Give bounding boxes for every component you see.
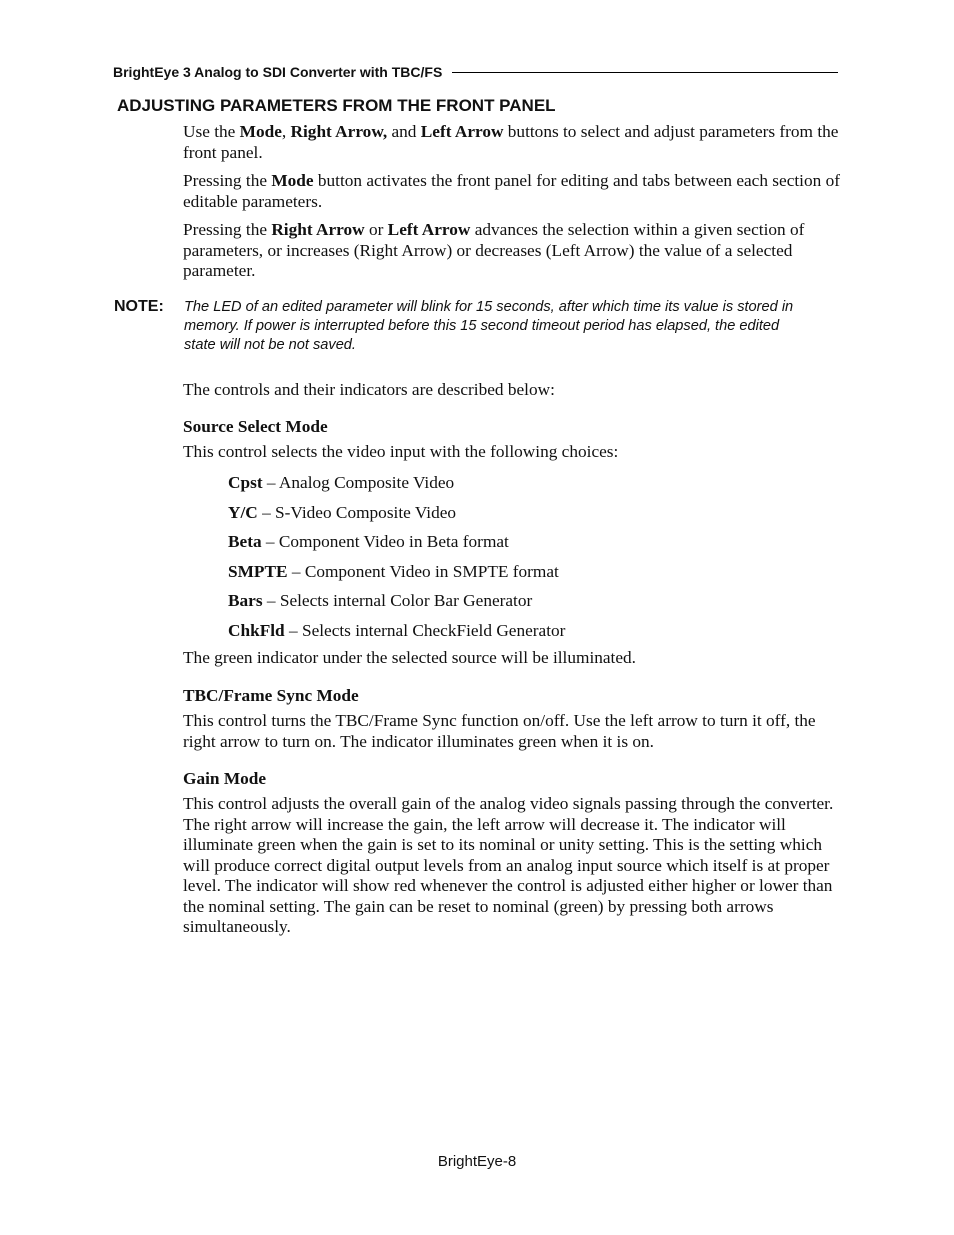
intro-paragraph-2: Pressing the Mode button activates the front panel for editing and tabs between each section of editable parameters.: [183, 171, 840, 211]
choice-item: ChkFld – Selects internal CheckField Generator: [228, 621, 566, 640]
source-select-footer: The green indicator under the selected source will be illuminated.: [183, 648, 636, 667]
gain-heading: Gain Mode: [183, 769, 267, 788]
intro-paragraph-3: Pressing the Right Arrow or Left Arrow advances the selection within a given section of parameters, or increases (Right Arrow) or decreases (Left Arrow) the value of a selected parameter.: [183, 220, 805, 280]
choice-item: Beta – Component Video in Beta format: [228, 532, 509, 551]
section-heading: ADJUSTING PARAMETERS FROM THE FRONT PANEL: [117, 96, 556, 115]
choice-item: SMPTE – Component Video in SMPTE format: [228, 562, 559, 581]
header-title: BrightEye 3 Analog to SDI Converter with TBC/FS: [113, 64, 443, 80]
controls-intro: The controls and their indicators are described below:: [183, 380, 555, 399]
page-number: BrightEye-8: [437, 1153, 517, 1170]
header-rule: [452, 72, 838, 73]
choice-item: Cpst – Analog Composite Video: [228, 473, 455, 492]
note-label: NOTE:: [114, 298, 164, 315]
choice-item: Bars – Selects internal Color Bar Generator: [228, 591, 533, 610]
choice-item: Y/C – S-Video Composite Video: [228, 503, 457, 522]
tbc-fs-heading: TBC/Frame Sync Mode: [183, 686, 359, 705]
note-text: The LED of an edited parameter will blink for 15 seconds, after which time its value is stored in memory. If power is interrupted before this 15 second timeout period has elapsed, the edited state will not be not saved.: [184, 299, 794, 353]
source-select-heading: Source Select Mode: [183, 417, 328, 436]
running-header: [113, 63, 838, 81]
tbc-fs-description: This control turns the TBC/Frame Sync function on/off. Use the left arrow to turn it off, the right arrow to turn on. The indicator illuminates green when it is on.: [183, 711, 816, 751]
gain-description: This control adjusts the overall gain of the analog video signals passing through the converter. The right arrow will increase the gain, the left arrow will decrease it. The indicator will illuminate green when the gain is set to its nominal or unity setting. This is the setting which will produce correct digital output levels from an analog input source which itself is at proper level. The indicator will show red whenever the control is adjusted either higher or lower than the nominal setting. The gain can be reset to nominal (green) by pressing both arrows simultaneously.: [183, 794, 834, 936]
source-select-description: This control selects the video input with the following choices:: [183, 442, 619, 461]
intro-paragraph-1: Use the Mode, Right Arrow, and Left Arrow buttons to select and adjust parameters from the front panel.: [183, 122, 839, 162]
